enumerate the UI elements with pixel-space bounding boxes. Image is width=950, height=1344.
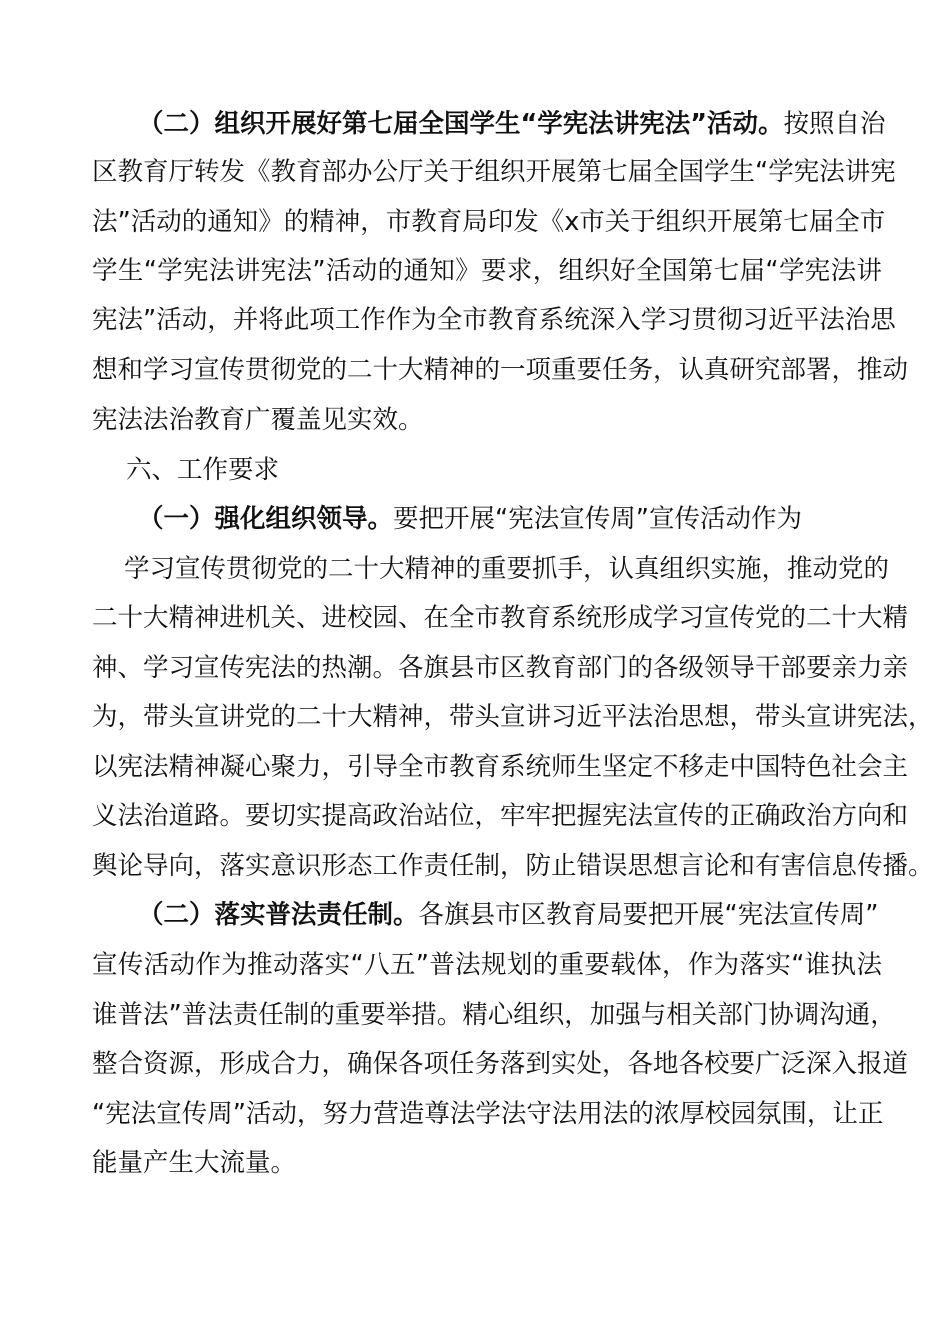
section-heading: 六、工作要求	[126, 455, 280, 485]
paragraph-line: 以宪法精神凝心聚力，引导全市教育系统师生坚定不移走中国特色社会主	[92, 752, 909, 782]
paragraph-line	[138, 499, 928, 539]
paragraph-line: 舆论导向，落实意识形态工作责任制，防止错误思想言论和有害信息传播。	[92, 851, 934, 881]
paragraph-line: 宪法”活动，并将此项工作作为全市教育系统深入学习贯彻习近平法治思	[92, 305, 896, 335]
paragraph-line: 学习宣传贯彻党的二十大精神的重要抓手，认真组织实施，推动党的	[124, 554, 890, 584]
paragraph-line: 法”活动的通知》的精神，市教育局印发《x市关于组织开展第七届全市	[92, 207, 886, 237]
paragraph-line	[138, 104, 886, 144]
section-title: （二）组织开展好第七届全国学生“学宪法讲宪法”活动。	[138, 109, 784, 139]
paragraph-line: 为，带头宣讲党的二十大精神，带头宣讲习近平法治思想，带头宣讲宪法，	[92, 702, 934, 732]
paragraph-line: “宪法宣传周”活动，努力营造尊法学法守法用法的浓厚校园氛围，让正	[92, 1099, 884, 1129]
paragraph-line: 宪法法治教育广覆盖见实效。	[92, 405, 424, 435]
paragraph-line: 能量产生大流量。	[92, 1148, 297, 1178]
paragraph-line: 谁普法”普法责任制的重要举措。精心组织，加强与相关部门协调沟通，	[92, 1000, 896, 1030]
paragraph-line: 学生“学宪法讲宪法”活动的通知》要求，组织好全国第七届“学宪法讲	[92, 256, 882, 286]
paragraph-text: 各旗县市区教育局要把开展“宪法宣传周”	[418, 900, 879, 930]
subsection-title: （二）落实普法责任制。	[138, 900, 419, 930]
paragraph-line	[138, 895, 879, 935]
paragraph-line: 区教育厅转发《教育部办公厅关于组织开展第七届全国学生“学宪法讲宪	[92, 157, 896, 187]
paragraph-line: 宣传活动作为推动落实“八五”普法规划的重要载体，作为落实“谁执法	[92, 950, 882, 980]
paragraph-line: 想和学习宣传贯彻党的二十大精神的一项重要任务，认真研究部署，推动	[92, 355, 909, 385]
subsection-title: （一）强化组织领导。	[138, 504, 394, 534]
paragraph-line: 二十大精神进机关、进校园、在全市教育系统形成学习宣传党的二十大精	[92, 603, 909, 633]
paragraph-line: 整合资源，形成合力，确保各项任务落到实处，各地各校要广泛深入报道	[92, 1049, 909, 1079]
paragraph-text: 要把开展“宪法宣传周”宣传活动作为	[393, 504, 802, 534]
paragraph-line: 神、学习宣传宪法的热潮。各旗县市区教育部门的各级领导干部要亲力亲	[92, 653, 909, 683]
paragraph-text: 按照自治	[783, 109, 886, 139]
paragraph-line: 义法治道路。要切实提高政治站位，牢牢把握宪法宣传的正确政治方向和	[92, 801, 909, 831]
